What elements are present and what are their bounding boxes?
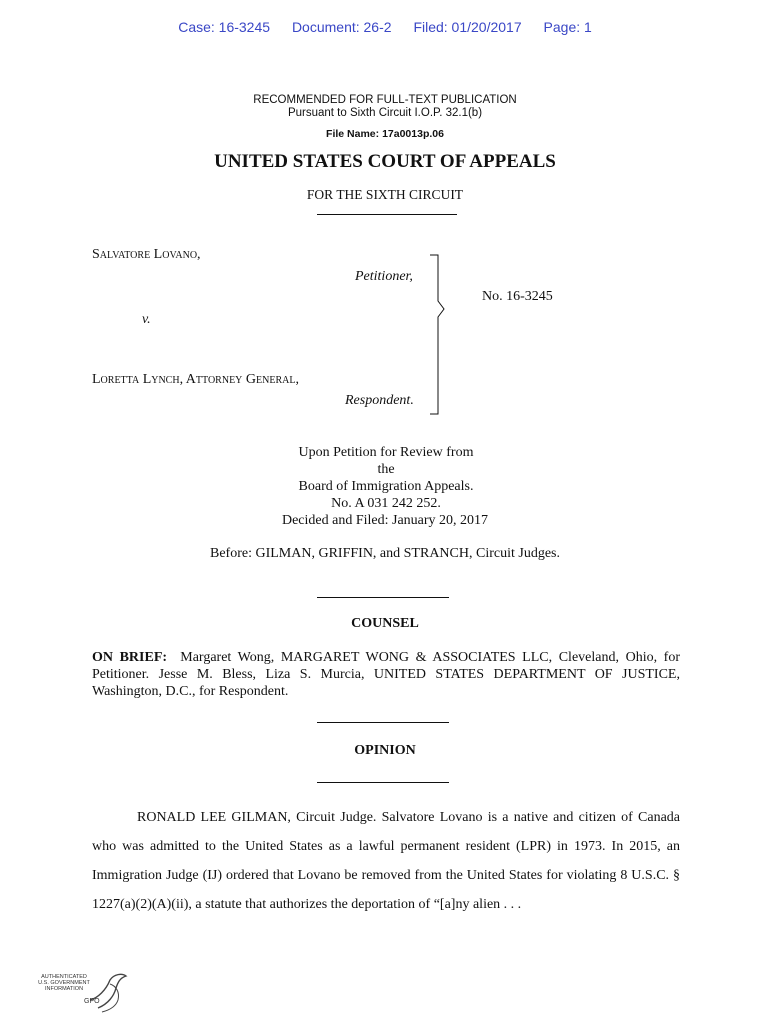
respondent-name: Loretta Lynch, Attorney General,	[92, 372, 299, 387]
opinion-paragraph: RONALD LEE GILMAN, Circuit Judge. Salvatore Lovano is a native and citizen of Canada who was admitted to the United States as a lawful permanent resident (LPR) in 1973. In 2015, an Immigration Judge (IJ) ordered that Lovano be removed from the United States for violating 8 U.S.C. § 1227(a)(2)(A)(ii), a statute that authorizes the deportation of “[a]ny alien . . .	[92, 810, 680, 912]
publication-recommendation	[0, 94, 770, 120]
on-brief-label: ON BRIEF:	[92, 650, 168, 665]
seal-line: INFORMATION	[44, 986, 84, 992]
file-name: File Name: 17a0013p.06	[326, 128, 444, 140]
case-header	[0, 19, 770, 35]
board-line: Board of Immigration Appeals.	[298, 479, 474, 494]
counsel-text: Margaret Wong, MARGARET WONG & ASSOCIATES LLC, Cleveland, Ohio, for Petitioner. Jesse M. Bless, Liza S. Murcia, UNITED STATES DEPARTMENT OF JUSTICE, Washington, D.C., for Respondent.	[92, 650, 680, 699]
petition-info	[291, 444, 481, 512]
petitioner-name: Salvatore Lovano,	[92, 247, 201, 262]
counsel-heading: COUNSEL	[351, 616, 419, 631]
gpo-authentication-seal	[32, 970, 132, 1014]
respondent-role: Respondent.	[345, 393, 414, 408]
counsel-paragraph	[92, 649, 680, 700]
recommendation-line: RECOMMENDED FOR FULL-TEXT PUBLICATION	[253, 94, 517, 106]
agency-number: No. A 031 242 252.	[331, 496, 441, 511]
seal-line: U.S. GOVERNMENT	[38, 980, 90, 986]
eagle-logo-icon	[80, 970, 128, 1014]
caption-bracket	[425, 253, 455, 417]
circuit-name: FOR THE SIXTH CIRCUIT	[306, 187, 464, 202]
seal-line: AUTHENTICATED	[41, 974, 87, 980]
panel-judges: Before: GILMAN, GRIFFIN, and STRANCH, Circuit Judges.	[210, 546, 560, 561]
case-number-header: Case: 16-3245	[178, 19, 271, 35]
iop-line: Pursuant to Sixth Circuit I.O.P. 32.1(b)	[287, 107, 483, 119]
counsel-divider	[317, 597, 449, 598]
petitioner-role: Petitioner,	[355, 269, 413, 284]
filed-date-header: Filed: 01/20/2017	[413, 19, 522, 35]
case-number: No. 16-3245	[482, 289, 553, 304]
versus: v.	[142, 312, 151, 327]
court-title: UNITED STATES COURT OF APPEALS	[214, 151, 556, 172]
gpo-mark: GPO	[84, 998, 100, 1005]
title-divider	[317, 214, 457, 215]
petition-line: Upon Petition for Review from the	[298, 445, 474, 477]
opinion-divider-bottom	[317, 782, 449, 783]
document-number-header: Document: 26-2	[291, 19, 392, 35]
page-number-header: Page: 1	[543, 19, 592, 35]
opinion-heading: OPINION	[354, 743, 416, 758]
opinion-divider-top	[317, 722, 449, 723]
decided-date: Decided and Filed: January 20, 2017	[281, 513, 489, 528]
